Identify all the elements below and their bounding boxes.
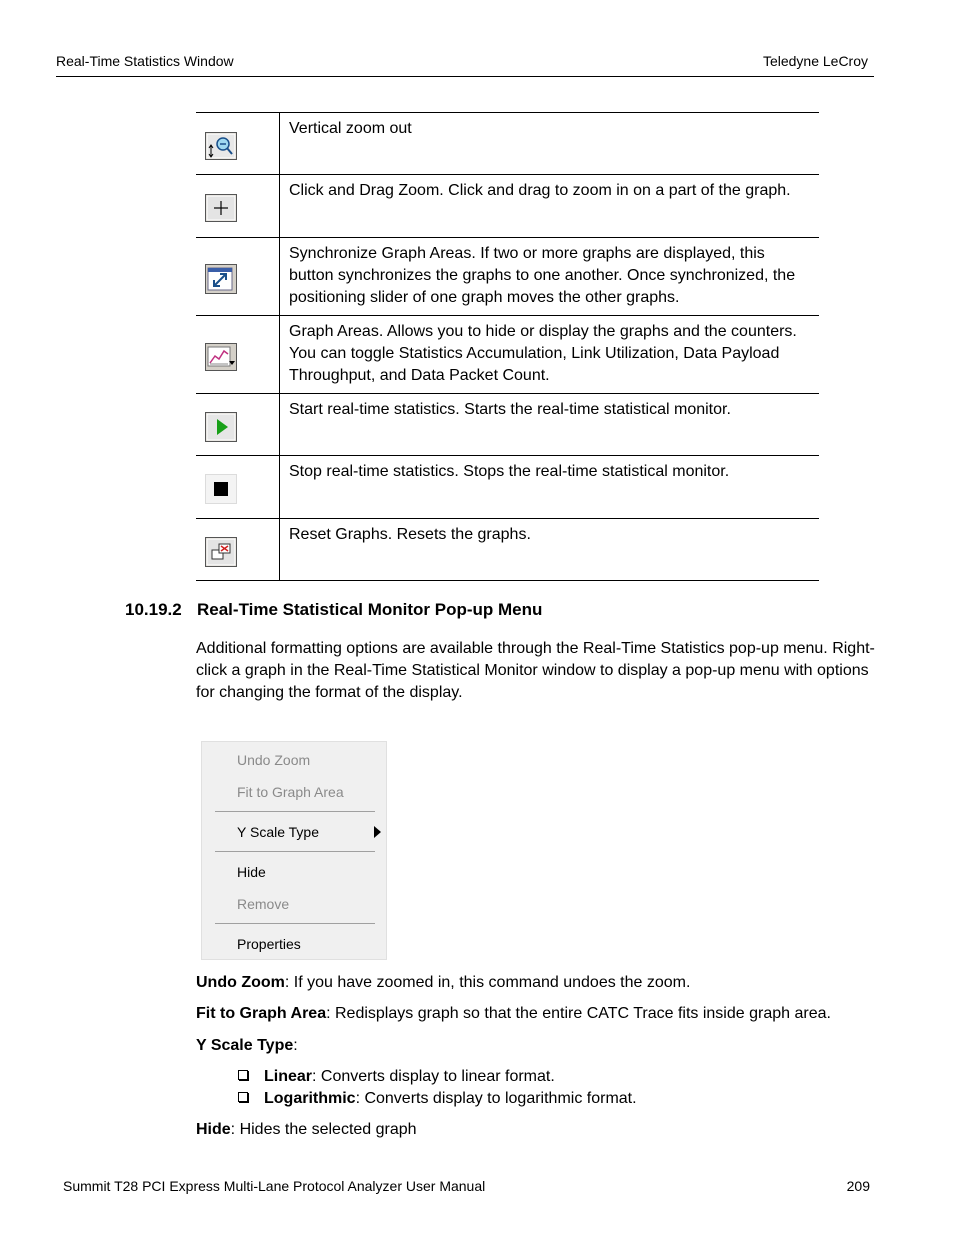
toolbar-icon-table — [196, 112, 819, 581]
table-row — [196, 238, 819, 316]
menu-separator — [215, 923, 375, 924]
table-row — [196, 113, 819, 175]
desc-fit-to-graph-area: Fit to Graph Area: Redisplays graph so that the entire CATC Trace fits inside graph area. — [196, 1005, 831, 1022]
row-description: Graph Areas. Allows you to hide or display the graphs and the counters. You can toggle Statistics Accumulation, Link Utilization, Data Payload Throughput, and Data Packet Count. — [289, 323, 797, 384]
submenu-arrow-icon — [374, 826, 381, 838]
menu-item-remove[interactable]: Remove — [237, 896, 290, 912]
menu-item-undo-zoom[interactable]: Undo Zoom — [237, 752, 311, 768]
reset-graphs-icon — [205, 536, 237, 568]
bullet-linear: Linear: Converts display to linear format. — [238, 1066, 555, 1088]
section-number: 10.19.2 — [125, 600, 182, 619]
checkbox-bullet-icon — [238, 1070, 248, 1080]
footer-manual-title: Summit T28 PCI Express Multi-Lane Protocol Analyzer User Manual — [63, 1178, 486, 1194]
table-row — [196, 456, 819, 519]
table-row — [196, 175, 819, 238]
table-row — [196, 316, 819, 394]
table-row — [196, 394, 819, 456]
vertical-zoom-out-icon — [205, 130, 237, 162]
desc-undo-zoom: Undo Zoom: If you have zoomed in, this command undoes the zoom. — [196, 974, 691, 991]
menu-item-hide[interactable]: Hide — [237, 864, 266, 880]
menu-separator — [215, 851, 375, 852]
bullet-logarithmic: Logarithmic: Converts display to logarithmic format. — [238, 1088, 637, 1110]
start-icon — [205, 411, 237, 443]
row-description: Synchronize Graph Areas. If two or more graphs are displayed, this button synchronizes the graphs to one another. Once synchronized, the positioning slider of one graph moves the other graphs. — [289, 245, 796, 306]
click-drag-zoom-icon — [205, 192, 237, 224]
menu-separator — [215, 811, 375, 812]
row-description: Reset Graphs. Resets the graphs. — [289, 526, 531, 543]
menu-item-y-scale-type[interactable]: Y Scale Type — [237, 824, 319, 840]
header-rule — [56, 76, 874, 77]
header-title: Real-Time Statistics Window — [56, 53, 234, 69]
section-paragraph: Additional formatting options are available through the Real-Time Statistics pop-up menu. Right-click a graph in the Real-Time Statistical Monitor window to display a pop-up menu with options for changing the format of the display. — [196, 640, 875, 701]
popup-menu — [201, 741, 387, 960]
stop-icon — [205, 473, 237, 505]
section-title: Real-Time Statistical Monitor Pop-up Menu — [197, 600, 543, 619]
table-row — [196, 519, 819, 581]
menu-item-properties[interactable]: Properties — [237, 936, 301, 952]
row-description: Start real-time statistics. Starts the real-time statistical monitor. — [289, 401, 731, 418]
row-description: Vertical zoom out — [289, 120, 412, 137]
header-company: Teledyne LeCroy — [762, 53, 868, 69]
graph-areas-icon — [205, 341, 237, 373]
page-number: 209 — [846, 1178, 870, 1194]
checkbox-bullet-icon — [238, 1092, 248, 1102]
synchronize-graph-areas-icon — [205, 263, 237, 295]
row-description: Click and Drag Zoom. Click and drag to zoom in on a part of the graph. — [289, 182, 791, 199]
desc-y-scale-type: Y Scale Type: — [196, 1037, 298, 1054]
desc-hide: Hide: Hides the selected graph — [196, 1121, 417, 1138]
menu-item-fit-to-graph-area[interactable]: Fit to Graph Area — [237, 784, 344, 800]
row-description: Stop real-time statistics. Stops the real-time statistical monitor. — [289, 463, 730, 480]
